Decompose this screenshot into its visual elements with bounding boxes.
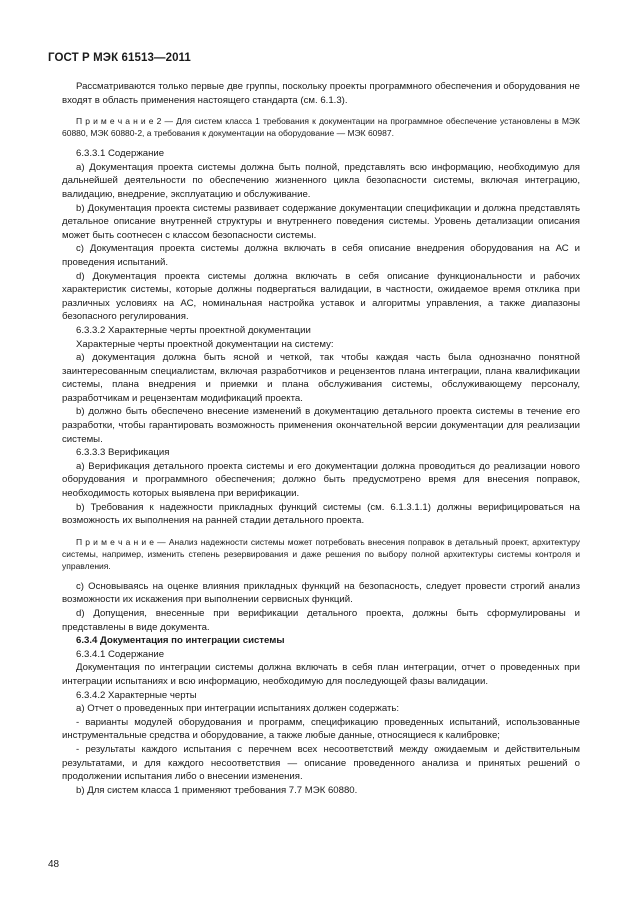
paragraph: Документация по интеграции системы должна включать в себя план интеграции, отчет о проведенных при интеграции испытаниях и всю информацию, необходимую для последующей фазы валидации. (62, 662, 580, 687)
paragraph: Характерные черты проектной документации на систему: (76, 338, 334, 350)
note: П р и м е ч а н и е — Анализ надежности системы может потребовать внесения поправок в детальный проект, архитектуру системы, например, изменить степень резервирования и даже решения по выбору полной архитектуры системы контроля и управления. (62, 536, 580, 571)
section-heading-6-3-3-1: 6.3.3.1 Содержание (76, 148, 165, 160)
paragraph: а) Верификация детального проекта системы и его документации должна проводиться до реализации нового оборудования и программного обеспечения; должно быть предусмотрено время для внесения поправок, необходимость которых выявлена при верификации. (62, 460, 580, 500)
paragraph: с) Основываясь на оценке влияния прикладных функций на безопасность, следует провести строгий анализ возможности их искажения при выполнении сервисных функций. (62, 580, 580, 606)
paragraph: а) Документация проекта системы должна быть полной, представлять всю информацию, необходимую для дальнейшей деятельности по обеспечению жизненного цикла безопасности системы, включая интеграцию, валидацию, внедрение, эксплуатацию и обслуживание. (62, 161, 580, 200)
paragraph: d) Документация проекта системы должна включать в себя описание функциональности и рабочих характеристик системы, которые должны подвергаться валидации, в частности, ожидаемое время отклика при различных условиях на АС, номинальная настройка уставок и алгоритмы управления, а также диапазоны безопасного регулирования. (62, 270, 580, 323)
document-header: ГОСТ Р МЭК 61513—2011 (48, 52, 191, 64)
section-heading-6-3-4-2: 6.3.4.2 Характерные черты (76, 689, 197, 701)
list-item: - варианты модулей оборудования и программ, спецификацию проведенных испытаний, использованные инструментальные средства и оборудование, а также любые данные, относящиеся к калибровке; (62, 716, 580, 742)
list-item: - результаты каждого испытания с перечнем всех несоответствий между ожидаемым и действительным результатами, и для каждого несоответствия — описание проведенного анализа и принятых решений о продолжении испытания либо о внесении изменения. (62, 743, 580, 783)
section-heading-6-3-4-1: 6.3.4.1 Содержание (76, 648, 165, 660)
paragraph: b) Документация проекта системы развивает содержание документации спецификации и должна представлять детальное описание внутренней структуры и внутреннего поведения системы. Уровень детализации описания может быть соотнесен с классом безопасности системы. (62, 202, 580, 241)
paragraph: b) Требования к надежности прикладных функций системы (см. 6.1.3.1.1) должны верифицироваться на возможность их выполнения на ранней стадии детального проекта. (62, 501, 580, 527)
section-heading-6-3-3-2: 6.3.3.2 Характерные черты проектной документации (76, 324, 311, 336)
page-number: 48 (48, 859, 60, 870)
paragraph: а) документация должна быть ясной и четкой, так чтобы каждая часть была однозначно понятной заинтересованным специалистам, включая разработчиков и рецензентов плана интеграции, плана квалификации системы, плана внедрения и приемки и плана обслуживания системы, обслуживающему персоналу, разработчикам и рецензентам модификаций проекта. (62, 352, 580, 404)
paragraph: с) Документация проекта системы должна включать в себя описание внедрения оборудования на АС и проведения испытаний. (62, 243, 580, 268)
paragraph: а) Отчет о проведенных при интеграции испытаниях должен содержать: (76, 703, 399, 715)
document-body (62, 80, 580, 797)
intro-paragraph: Рассматриваются только первые две группы, поскольку проекты программного обеспечения и оборудования не входят в область применения настоящего стандарта (см. 6.1.3). (62, 81, 580, 106)
section-heading-6-3-3-3: 6.3.3.3 Верификация (76, 447, 170, 459)
paragraph: b) должно быть обеспечено внесение изменений в документацию детального проекта системы в течение его разработки, чтобы гарантировать возможность применения окончательной версии документации для реализации системы. (62, 406, 580, 445)
paragraph: b) Для систем класса 1 применяют требования 7.7 МЭК 60880. (76, 784, 358, 796)
note-2: П р и м е ч а н и е 2 — Для систем класса 1 требования к документации на программное обеспечение установлены в МЭК 60880, МЭК 60880-2, а требования к документации на оборудование — МЭК 60987. (62, 116, 580, 139)
paragraph: d) Допущения, внесенные при верификации детального проекта, должны быть сформулированы и представлены в виде документа. (62, 608, 580, 633)
section-heading-6-3-4: 6.3.4 Документация по интеграции системы (76, 635, 285, 647)
